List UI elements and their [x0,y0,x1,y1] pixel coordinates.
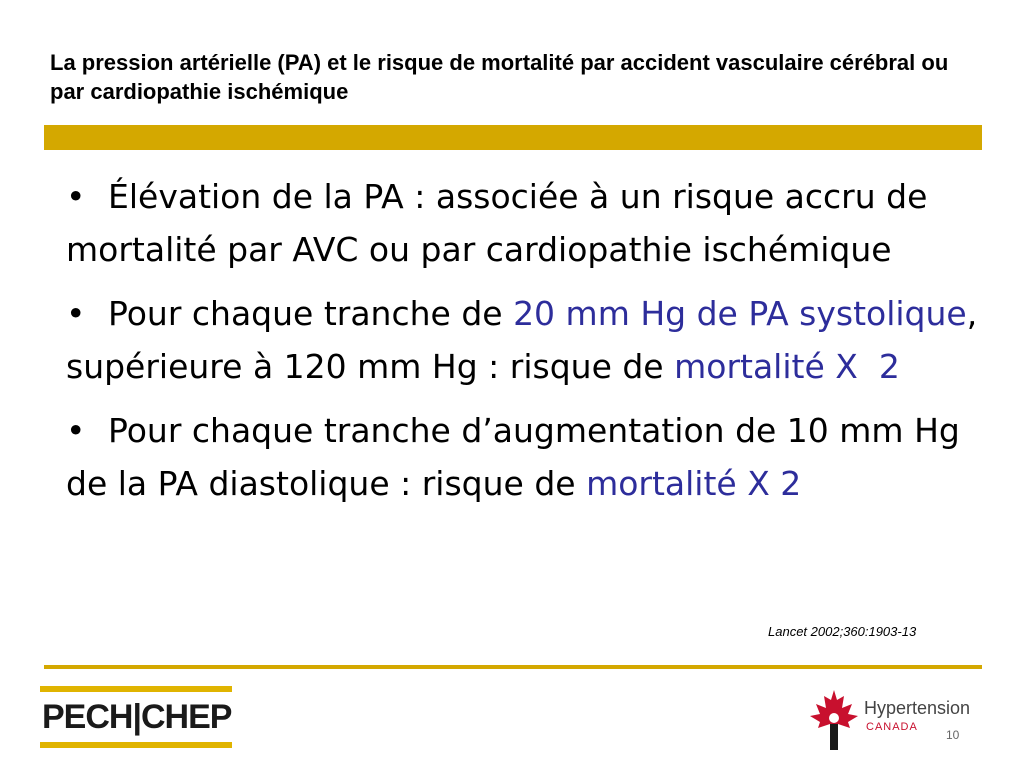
pech-chep-logo-text: PECH|CHEP [42,698,232,736]
citation: Lancet 2002;360:1903-13 [768,624,917,639]
footer-divider [44,665,982,669]
bullet-highlight: mortalité X 2 [586,464,802,503]
pech-chep-logo [40,686,232,748]
bullet-list [66,170,986,521]
bullet-text: Pour chaque tranche d’augmentation de 10 mm Hg de la PA diastolique : risque de [66,411,960,503]
maple-leaf-person-icon [806,688,862,752]
bullet-dot: • [66,294,86,333]
title-underline-bar [44,125,982,150]
logo-subword: CANADA [866,721,918,733]
bullet-text: Pour chaque tranche de [108,294,514,333]
bullet-highlight: 20 mm Hg de PA systolique [513,294,967,333]
bullet-dot: • [66,411,86,450]
slide-title: La pression artérielle (PA) et le risque de mortalité par accident vasculaire cérébral ou par cardiopathie ischémique [50,50,949,104]
logo-bar-bottom [40,742,232,748]
hypertension-canada-logo [806,688,986,752]
bullet-item-3 [66,404,986,510]
bullet-item-2 [66,287,986,393]
logo-word: Hypertension [864,698,971,718]
logo-bar-top [40,686,232,692]
bullet-highlight: mortalité X 2 [674,347,900,386]
bullet-text: Élévation de la PA : associée à un risque accru de mortalité par AVC ou par cardiopathie ischémique [66,177,928,269]
bullet-item-1 [66,170,986,276]
bullet-text: , supérieure à 120 mm Hg : risque de [66,294,978,386]
bullet-dot: • [66,177,86,216]
page-number: 10 [946,728,960,742]
